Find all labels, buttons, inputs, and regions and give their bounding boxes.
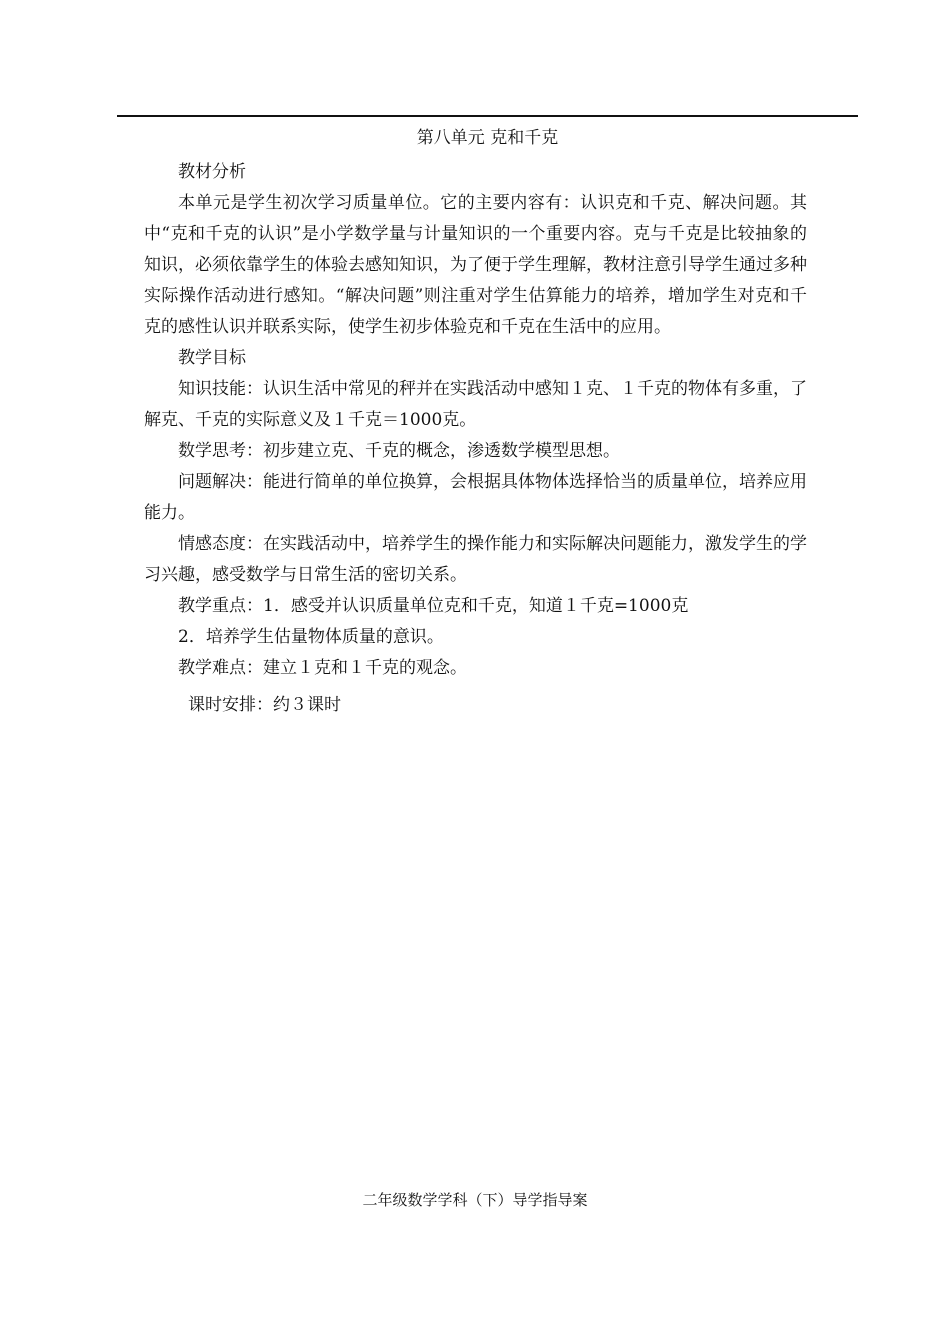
paragraph-material-analysis: 本单元是学生初次学习质量单位。它的主要内容有：认识克和千克、解决问题。其中“克和千克的认识”是小学数学量与计量知识的一个重要内容。克与千克是比较抽象的知识，必须依靠学生的体验去感知知识，为了便于学生理解，教材注意引导学生通过多种实际操作活动进行感知。“解决问题”则注重对学生估算能力的培养，增加学生对克和千克的感性认识并联系实际，使学生初步体验克和千克在生活中的应用。 [144, 193, 807, 337]
teaching-key-point-1: 教学重点：1．感受并认识质量单位克和千克，知道１千克=1000克 [178, 596, 689, 616]
lesson-schedule: 课时安排：约３课时 [188, 695, 341, 715]
goal-knowledge-skills: 知识技能：认识生活中常见的秤并在实践活动中感知１克、１千克的物体有多重，了解克、千克的实际意义及１千克＝1000克。 [144, 379, 807, 430]
goal-emotional-attitude: 情感态度：在实践活动中，培养学生的操作能力和实际解决问题能力，激发学生的学习兴趣，感受数学与日常生活的密切关系。 [144, 534, 807, 585]
goal-problem-solving: 问题解决：能进行简单的单位换算，会根据具体物体选择恰当的质量单位，培养应用能力。 [144, 472, 807, 523]
heading-teaching-goals: 教学目标 [178, 348, 246, 368]
document-body [144, 157, 807, 721]
teaching-key-point-2: 2．培养学生估量物体质量的意识。 [178, 627, 444, 647]
goal-math-thinking: 数学思考：初步建立克、千克的概念，渗透数学模型思想。 [178, 441, 620, 461]
teaching-difficulty: 教学难点：建立１克和１千克的观念。 [178, 658, 467, 678]
unit-title: 第八单元 克和千克 [416, 128, 559, 148]
heading-material-analysis: 教材分析 [178, 162, 246, 182]
header-rule [117, 115, 858, 117]
page-footer: 二年级数学学科（下）导学指导案 [362, 1191, 588, 1209]
